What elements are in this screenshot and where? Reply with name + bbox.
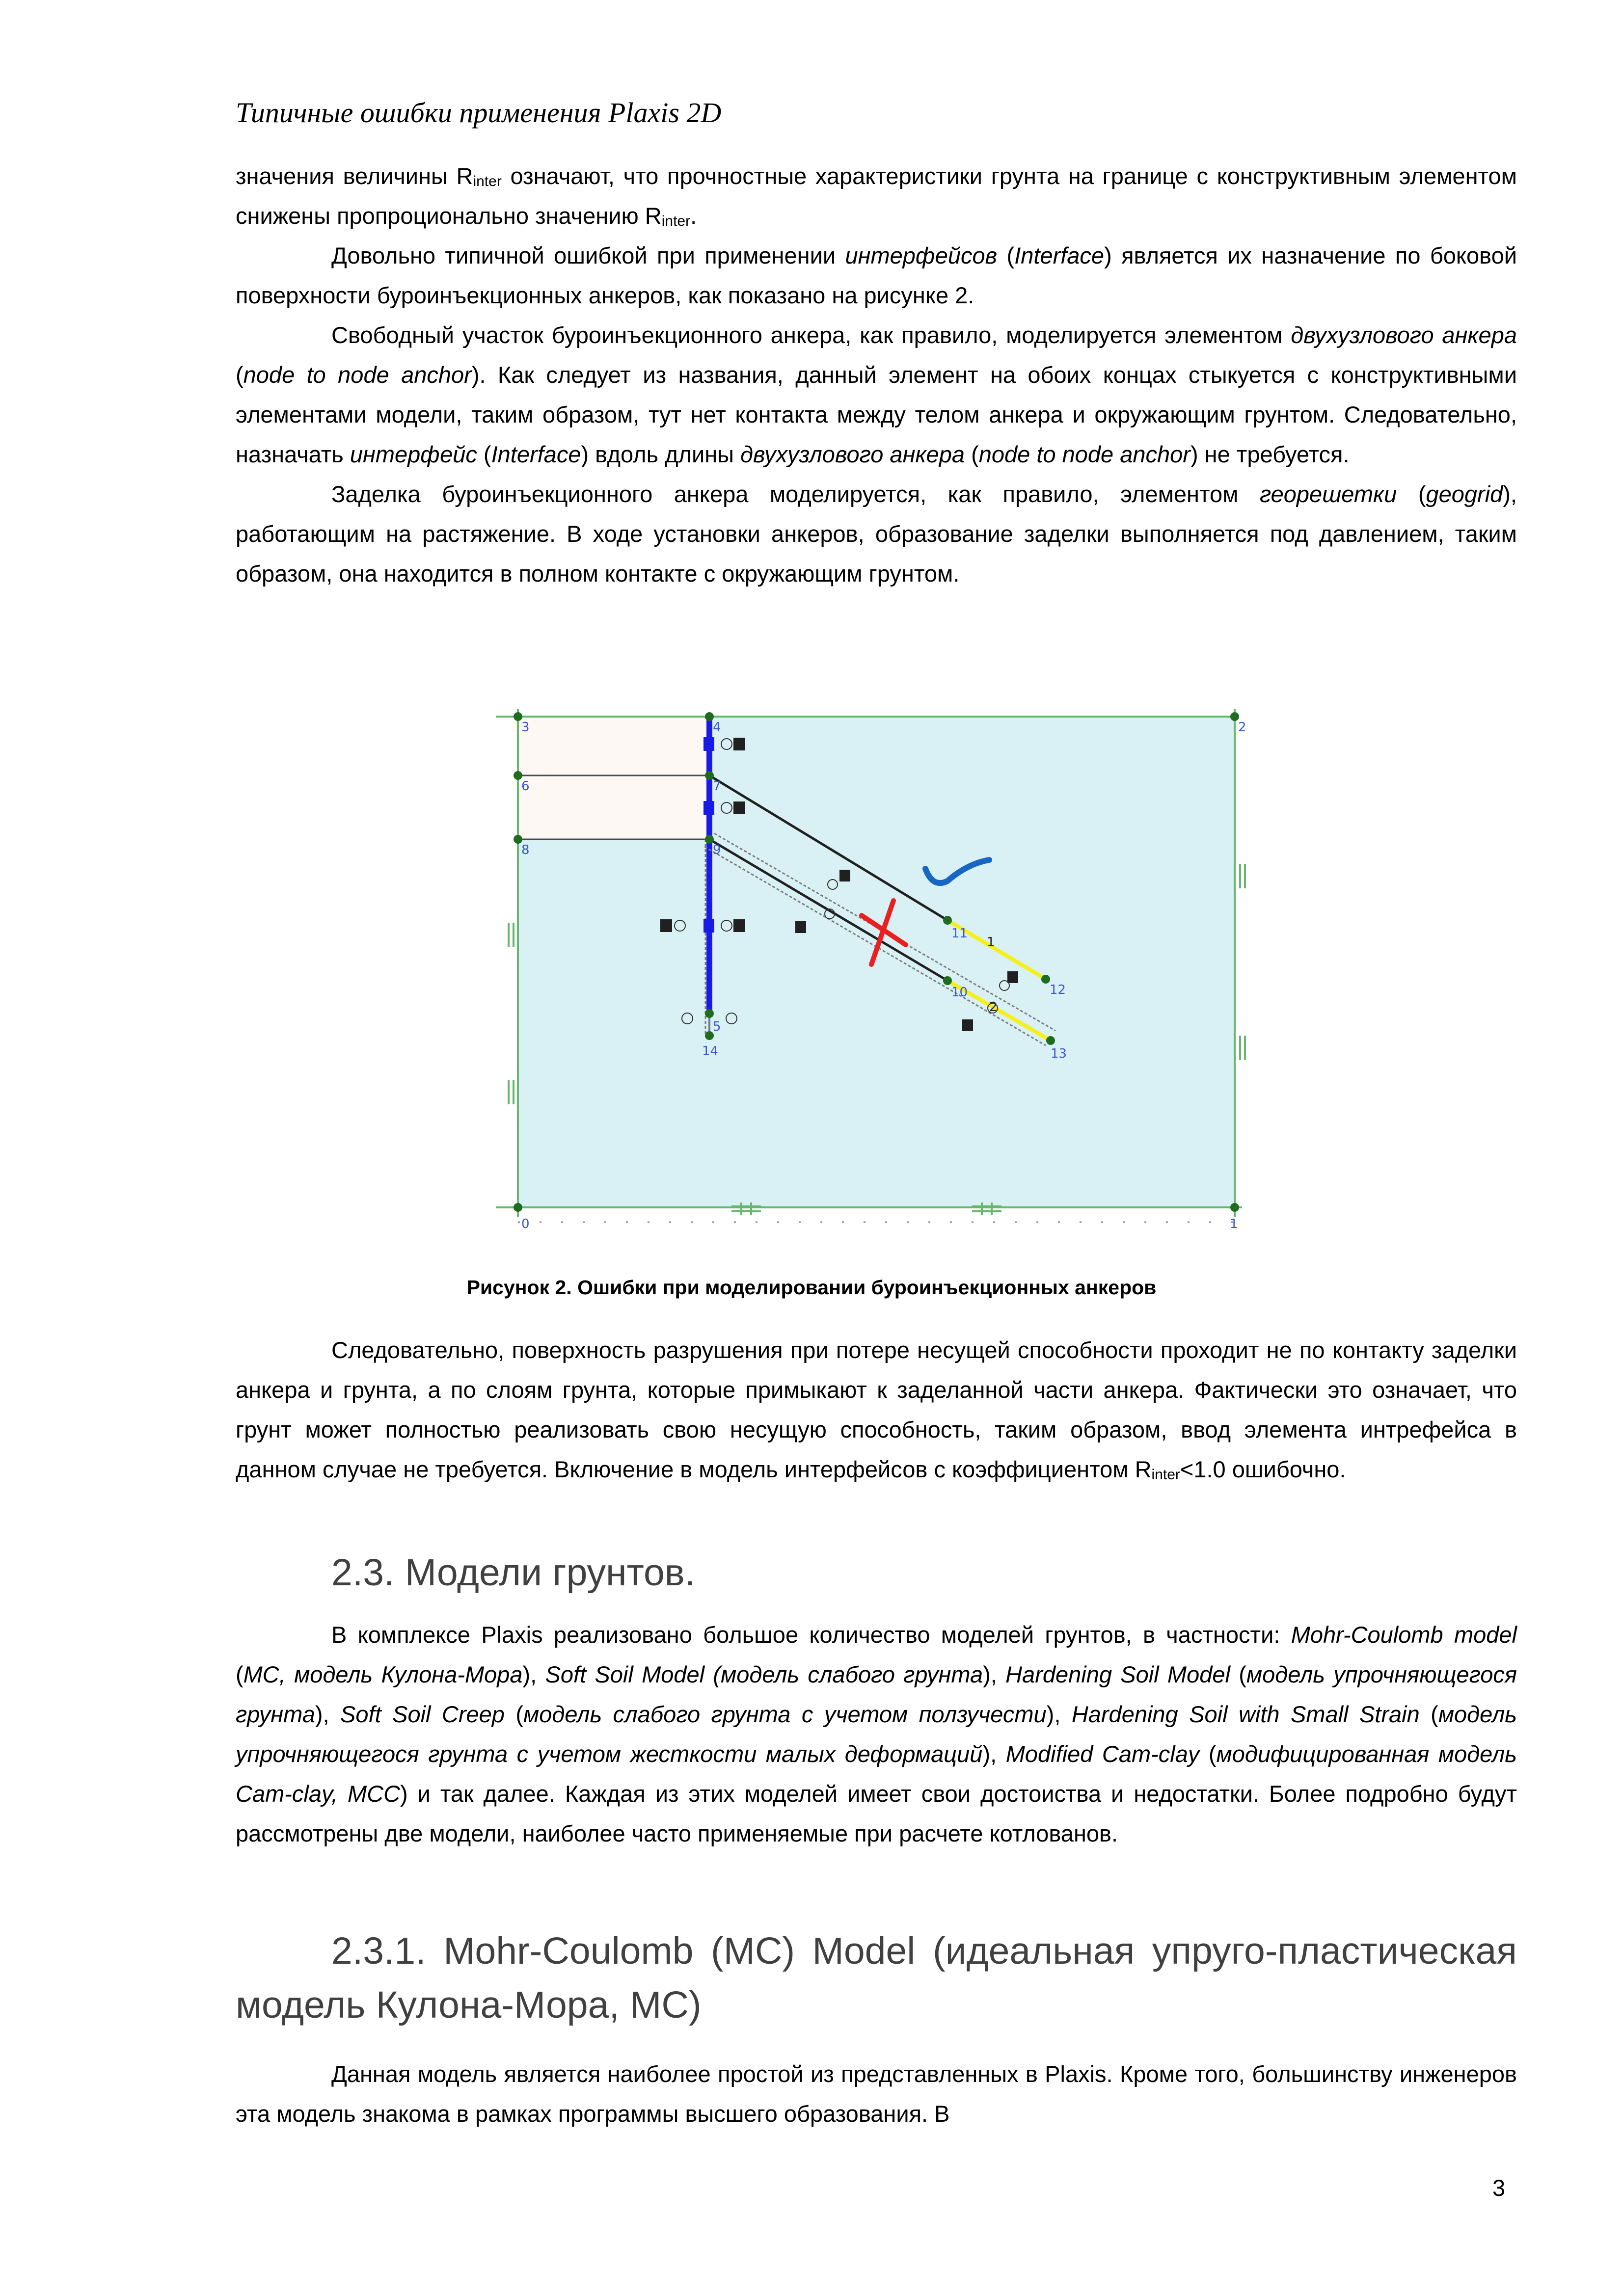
node-label: 5 [713,1019,721,1034]
paragraph-4: Заделка буроинъекционного анкера моделируется, как правило, элементом георешетки (geogrid), работающим на растяжение. В ходе установки анкеров, образование заделки выполняется под давлением, таким образом, она находится в полном контакте с окружающим грунтом. [236,481,1517,587]
plaxis-model-drawing [496,692,1252,1237]
node-label: 8 [521,843,530,857]
section-heading-2-3: 2.3. Модели грунтов. [331,1551,696,1594]
geogrid-label: 2 [989,1000,998,1015]
text-block-middle [236,1330,1517,1489]
page-number: 3 [1492,2175,1506,2201]
node-label: 1 [1230,1217,1238,1231]
node-label: 12 [1050,983,1066,997]
node-label: 2 [1238,720,1246,735]
node-label: 13 [1051,1046,1067,1061]
figure-plaxis-model [496,692,1252,1237]
paragraph-7: Данная модель является наиболее простой из представленных в Plaxis. Кроме того, большинству инженеров эта модель знакома в рамках программы высшего образования. В [236,2061,1517,2127]
paragraph-6: В комплексе Plaxis реализовано большое количество моделей грунтов, в частности: Mohr-Coulomb model (MC, модель Кулона-Мора), Soft Soil Model (модель слабого грунта), Hardening Soil Model (модель упрочняющегося грунта), Soft Soil Creep (модель слабого грунта с учетом ползучести), Hardening Soil with Small Strain (модель упрочняющегося грунта с учетом жесткости малых деформаций), Modified Cam-clay (модифицированная модель Cam-clay, MCC) и так далее. Каждая из этих моделей имеет свои достоиства и недостатки. Более подробно будут рассмотрены две модели, наиболее часто применяемые при расчете котлованов. [236,1622,1517,1846]
figure-caption: Рисунок 2. Ошибки при моделировании буроинъекционных анкеров [466,1276,1157,1299]
paragraph-3: Свободный участок буроинъекционного анкера, как правило, моделируется элементом двухузлового анкера (node to node anchor). Как следует из названия, данный элемент на обоих концах стыкуется с конструктивными элементами модели, таким образом, тут нет контакта между телом анкера и окружающим грунтом. Следовательно, назначать интерфейс (Interface) вдоль длины двухузлового анкера (node to node anchor) не требуется. [236,322,1517,467]
node-label: 0 [521,1217,530,1231]
geogrid-label: 1 [987,935,995,950]
node-label: 10 [951,985,968,1000]
node-label: 6 [521,779,530,794]
node-label: 14 [702,1044,719,1059]
node-label: 3 [521,720,530,735]
node-label: 9 [713,843,721,857]
node-label: 7 [713,779,721,794]
running-header: Типичные ошибки применения Plaxis 2D [236,97,722,129]
paragraph-2: Довольно типичной ошибкой при применении интерфейсов (Interface) является их назначение по боковой поверхности буроинъекционных анкеров, как показано на рисунке 2. [236,242,1517,308]
node-label: 11 [951,926,968,941]
paragraph-5: Следовательно, поверхность разрушения при потере несущей способности проходит не по контакту заделки анкера и грунта, а по слоям грунта, которые примыкают к заделанной части анкера. Фактически это означает, что грунт может полностью реализовать свою несущую способность, таким образом, ввод элемента интрефейса в данном случае не требуется. Включение в модель интерфейсов с коэффициентом $R_{inter}<1.0$ ошибочно. [236,1337,1517,1483]
upper-layer-2 [518,775,709,839]
paragraph-1: значения величины $R_{inter}$ означают, что прочностные характеристики грунта на границе с конструктивным элементом снижены пропроционально значению $R_{inter}$. [236,163,1517,229]
section-heading-2-3-1: 2.3.1. Mohr-Coulomb (MC) Model (идеальная упруго-пластическая модель Кулона-Мора, МС) [236,1930,1517,2026]
upper-layer-1 [518,717,709,775]
text-block-models [236,1615,1517,1853]
text-block-top [236,156,1517,593]
text-block-bottom [236,2054,1517,2134]
node-label: 4 [713,720,721,735]
